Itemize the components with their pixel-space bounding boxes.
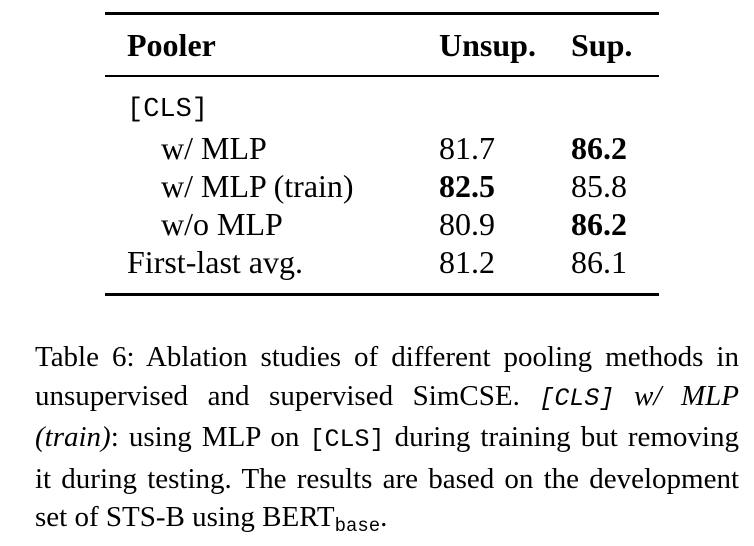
sup-cell: 86.2 <box>571 206 627 242</box>
sup-cell: 86.2 <box>571 130 627 166</box>
unsup-cell: 81.2 <box>439 244 495 280</box>
cls-group-label: [CLS] <box>127 95 209 125</box>
table-row <box>105 243 659 281</box>
pooler-cell: w/o MLP <box>161 206 283 242</box>
caption-text-3: during training but removing it during testing. The results are based on the development set of STS-B using BERT <box>35 421 739 533</box>
sup-cell: 85.8 <box>571 168 627 204</box>
bottom-rule <box>105 293 659 296</box>
caption-text-4: . <box>380 501 388 533</box>
table-row-group-label <box>105 91 659 129</box>
table-row <box>105 129 659 167</box>
caption-cls-italic: [CLS] <box>539 383 615 413</box>
header-pooler: Pooler <box>127 27 216 63</box>
caption-italic-text: w/ MLP (train) <box>35 379 739 453</box>
header-sup: Sup. <box>571 27 633 63</box>
caption-text-1: Table 6: Ablation studies of different pooling methods in unsupervised and supervised SimCSE. <box>35 341 739 412</box>
pooler-cell: w/ MLP <box>161 130 267 166</box>
unsup-cell: 81.7 <box>439 130 495 166</box>
caption-cls: [CLS] <box>309 425 385 454</box>
caption-subscript: base <box>334 515 381 537</box>
sup-cell: 86.1 <box>571 244 627 280</box>
pooler-cell: w/ MLP (train) <box>161 168 354 204</box>
header-unsup: Unsup. <box>439 27 536 63</box>
table-header-row <box>105 15 659 75</box>
results-table <box>105 12 659 296</box>
table-row <box>105 205 659 243</box>
caption-text-2: : using MLP on <box>110 421 310 453</box>
table-caption <box>35 338 739 546</box>
unsup-cell: 80.9 <box>439 206 495 242</box>
unsup-cell: 82.5 <box>439 168 495 204</box>
pooler-cell: First-last avg. <box>127 244 303 280</box>
table-row <box>105 167 659 205</box>
